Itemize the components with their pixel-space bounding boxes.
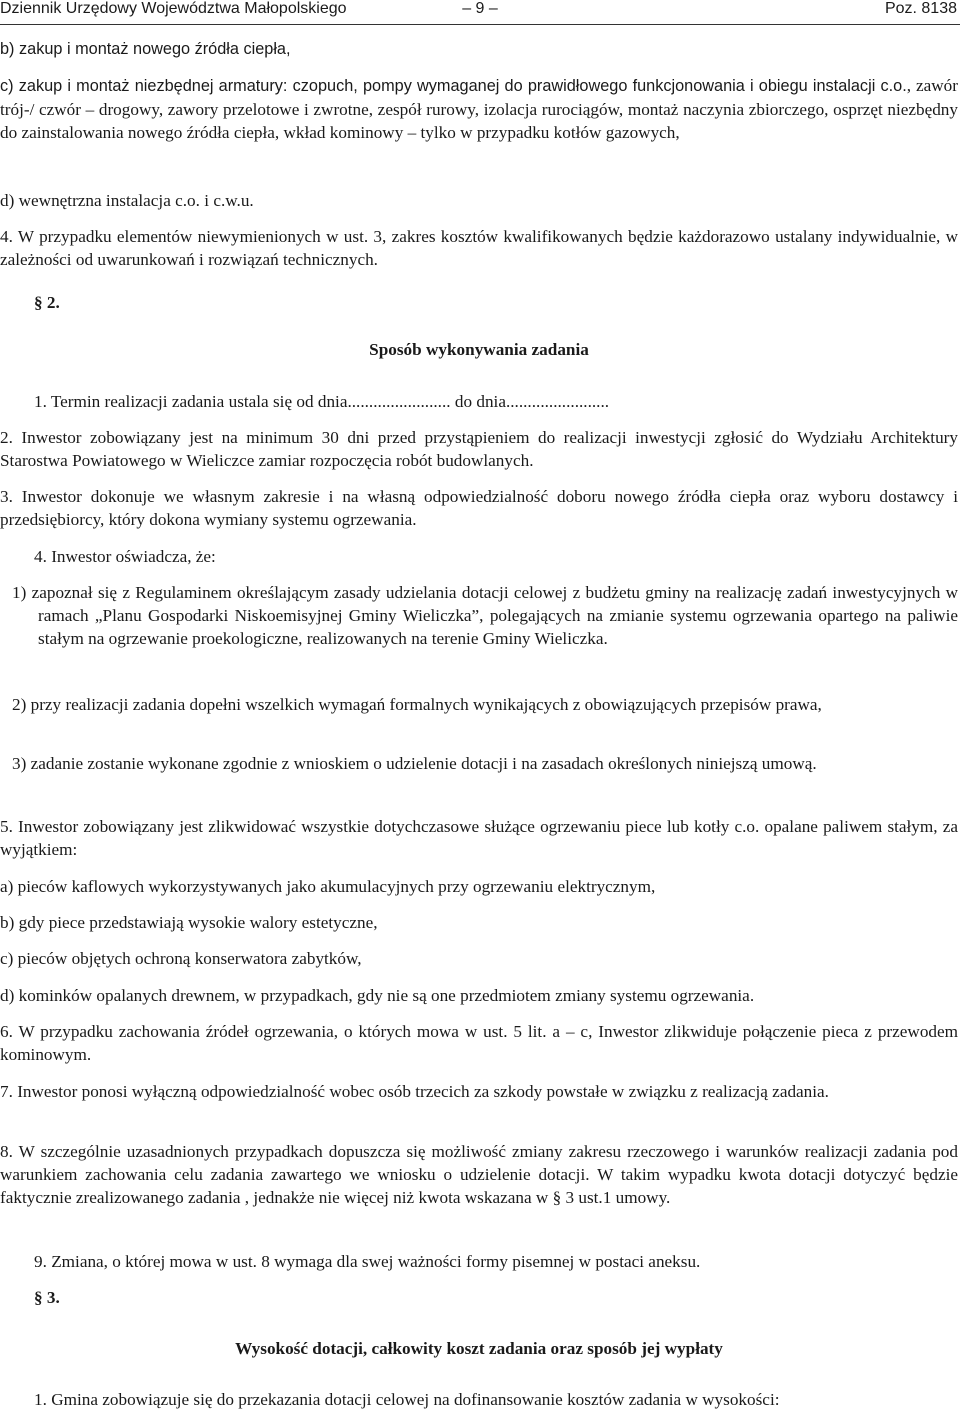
item-d: d) wewnętrzna instalacja c.o. i c.w.u. xyxy=(0,191,254,210)
page-number: – 9 – xyxy=(462,0,498,17)
s2-point-4-3: 3) zadanie zostanie wykonane zgodnie z wnioskiem o udzielenie dotacji i na zasadach określonych niniejszą umową. xyxy=(12,754,817,773)
s2-point-9: 9. Zmiana, o której mowa w ust. 8 wymaga dla swej ważności formy pisemnej w postaci aneksu. xyxy=(34,1252,701,1271)
item-c-serif-part: , zawór trój-/ czwór – drogowy, zawory przelotowe i zwrotne, zespół rurowy, izolacja rurociągów, montaż naczynia zbiorczego, osprzęt niezbędny do zainstalowania nowego źródła ciepła, wkład kominowy – tylko w przypadku kotłów gazowych, xyxy=(0,76,958,142)
s2-point-4-2: 2) przy realizacji zadania dopełni wszelkich wymagań formalnych wynikających z obowiązujących przepisów prawa, xyxy=(12,695,822,714)
s2-point-3: 3. Inwestor dokonuje we własnym zakresie i na własną odpowiedzialność doboru nowego źródła ciepła oraz wyboru dostawcy i przedsiębiorcy, który dokona wymiany systemu ogrzewania. xyxy=(0,487,958,529)
section-3-number: § 3. xyxy=(34,1288,60,1307)
s2-point-5-c: c) pieców objętych ochroną konserwatora zabytków, xyxy=(0,949,362,968)
s2-point-6: 6. W przypadku zachowania źródeł ogrzewania, o których mowa w ust. 5 lit. a – c, Inwestor zlikwiduje połączenie pieca z przewodem kominowym. xyxy=(0,1022,958,1064)
s2-point-5: 5. Inwestor zobowiązany jest zlikwidować wszystkie dotychczasowe służące ogrzewaniu piece lub kotły c.o. opalane paliwem stałym, za wyjątkiem: xyxy=(0,817,958,859)
section-2-title: Sposób wykonywania zadania xyxy=(369,340,589,359)
s2-point-5-a: a) pieców kaflowych wykorzystywanych jako akumulacyjnych przy ogrzewaniu elektrycznym, xyxy=(0,877,656,896)
section-2-number: § 2. xyxy=(34,293,60,312)
journal-title: Dziennik Urzędowy Województwa Małopolskiego xyxy=(0,0,347,17)
s2-point-5-b: b) gdy piece przedstawiają wysokie walory estetyczne, xyxy=(0,913,378,932)
paragraph-4: 4. W przypadku elementów niewymienionych w ust. 3, zakres kosztów kwalifikowanych będzie każdorazowo ustalany indywidualnie, w zależności od uwarunkowań i rozwiązań technicznych. xyxy=(0,227,958,269)
position-number: Poz. 8138 xyxy=(884,0,957,17)
section-3-title: Wysokość dotacji, całkowity koszt zadania oraz sposób jej wypłaty xyxy=(235,1339,723,1358)
page-header xyxy=(0,0,960,25)
s3-point-1: 1. Gmina zobowiązuje się do przekazania dotacji celowej na dofinansowanie kosztów zadania w wysokości: xyxy=(34,1390,780,1409)
item-c-sans-part: c) zakup i montaż niezbędnej armatury: czopuch, pompy wymaganej do prawidłowego funkcjonowania i obiegu instalacji c.o. xyxy=(0,77,907,95)
s2-point-4-1: 1) zapoznał się z Regulaminem określającym zasady udzielania dotacji celowej z budżetu gminy na realizację zadań inwestycyjnych w ramach „Planu Gospodarki Niskoemisyjnej Gminy Wieliczka”, polegających na zmianie systemu ogrzewania opartego na paliwie stałym na ogrzewanie proekologiczne, realizowanych na terenie Gminy Wieliczka. xyxy=(12,583,958,648)
item-c xyxy=(0,74,958,144)
s2-point-8: 8. W szczególnie uzasadnionych przypadkach dopuszcza się możliwość zmiany zakresu rzeczowego i warunków realizacji zadania pod warunkiem zachowania celu zadania zawartego we wniosku o udzielenie dotacji. W takim wypadku kwota dotacji dotyczyć będzie faktycznie zrealizowanego zadania , jednakże nie więcej niż kwota wskazana w § 3 ust.1 umowy. xyxy=(0,1142,958,1207)
s2-point-4: 4. Inwestor oświadcza, że: xyxy=(34,547,216,566)
s2-point-7: 7. Inwestor ponosi wyłączną odpowiedzialność wobec osób trzecich za szkody powstałe w związku z realizacją zadania. xyxy=(0,1082,829,1101)
item-b: b) zakup i montaż nowego źródła ciepła, xyxy=(0,40,291,58)
s2-point-2: 2. Inwestor zobowiązany jest na minimum 30 dni przed przystąpieniem do realizacji inwestycji zgłosić do Wydziału Architektury Starostwa Powiatowego w Wieliczce zamiar rozpoczęcia robót budowlanych. xyxy=(0,428,958,470)
s2-point-1: 1. Termin realizacji zadania ustala się od dnia........................ do dnia........................ xyxy=(34,392,610,411)
s2-point-5-d: d) kominków opalanych drewnem, w przypadkach, gdy nie są one przedmiotem zmiany systemu ogrzewania. xyxy=(0,986,755,1005)
